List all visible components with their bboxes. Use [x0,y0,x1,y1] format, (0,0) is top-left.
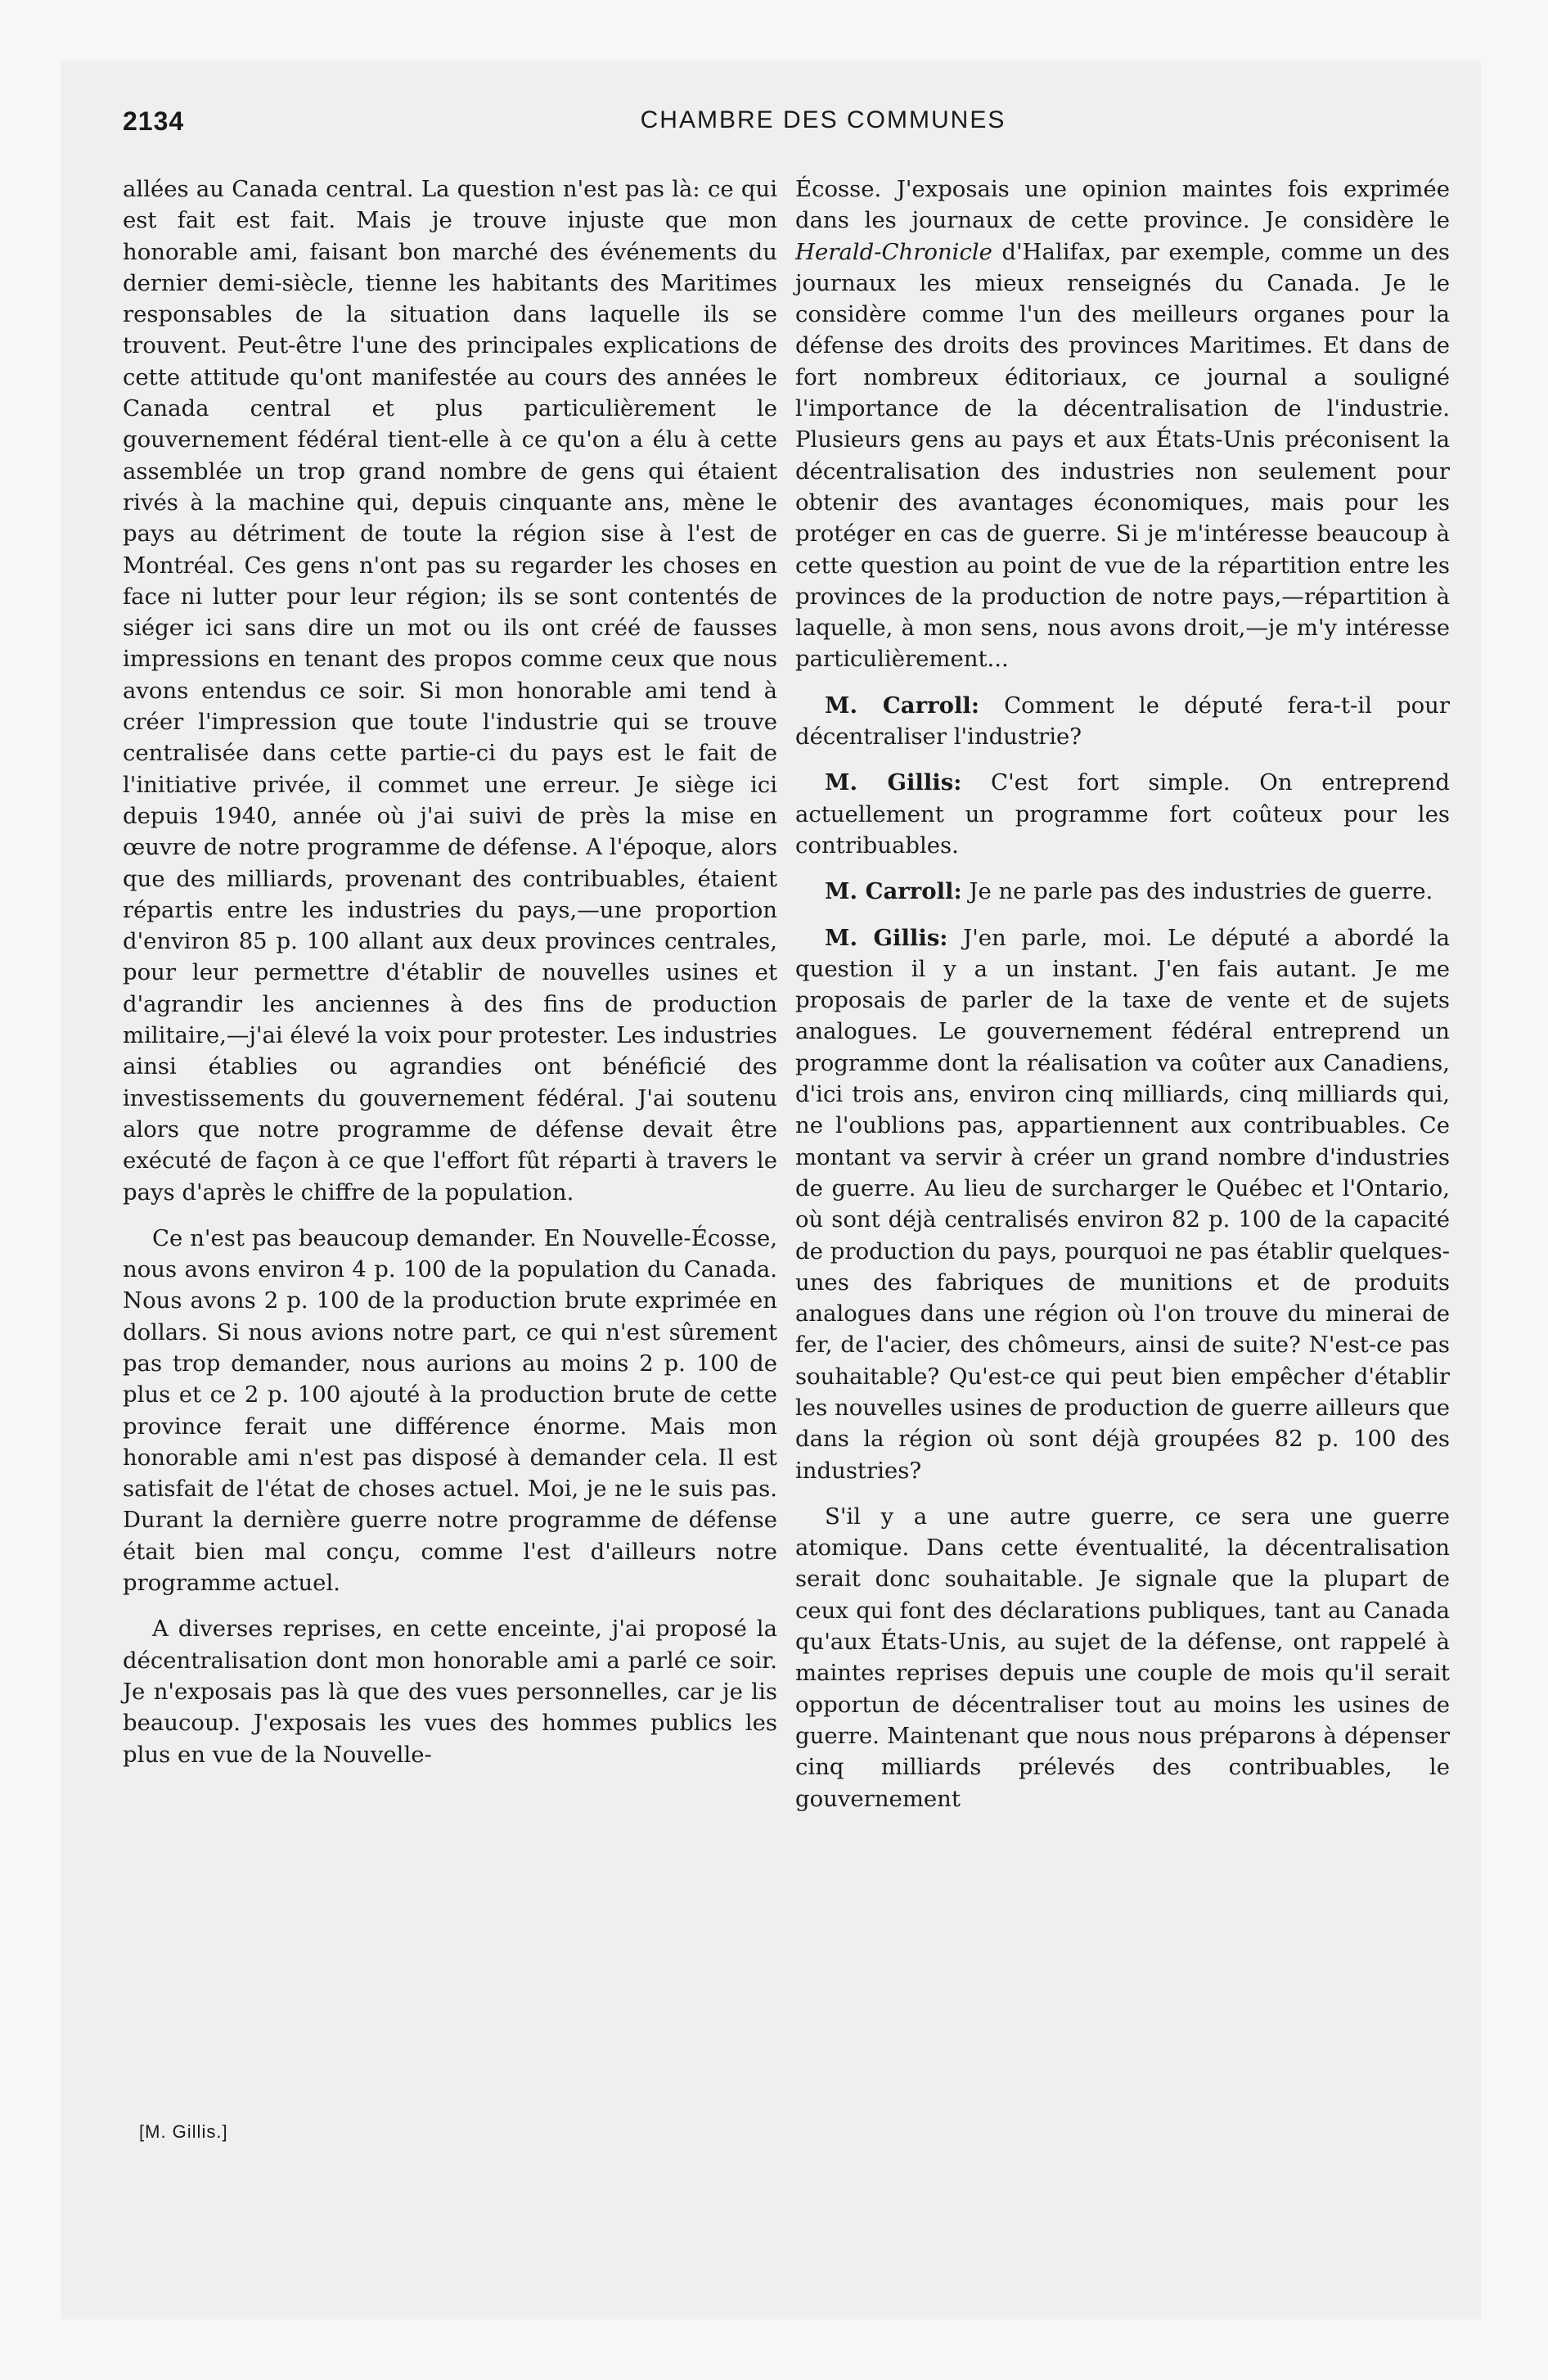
left-paragraph-1: allées au Canada central. La question n'est pas là: ce qui est fait est fait. Mais je trouve injuste que mon honorable ami, faisant bon marché des événements du dernier demi-siècle, tienne les habitants des Maritimes responsables de la situation dans laquelle ils se trouvent. Peut-être l'une des principales explications de cette attitude qu'ont manifestée au cours des années le Canada central et plus particulièrement le gouvernement fédéral tient-elle à ce qu'on a élu à cette assemblée un trop grand nombre de gens qui étaient rivés à la machine qui, depuis cinquante ans, mène le pays au détriment de toute la région sise à l'est de Montréal. Ces gens n'ont pas su regarder les choses en face ni lutter pour leur région; ils se sont contentés de siéger ici sans dire un mot ou ils ont créé de fausses impressions en tenant des propos comme ceux que nous avons entendus ce soir. Si mon honorable ami tend à créer l'impression que toute l'industrie qui se trouve centralisée dans cette partie-ci du pays est le fait de l'initiative privée, il commet une erreur. Je siège ici depuis 1940, année où j'ai suivi de près la mise en œuvre de notre programme de défense. A l'époque, alors que des milliards, provenant des contribuables, étaient répartis entre les industries du pays,—une proportion d'environ 85 p. 100 allant aux deux provinces centrales, pour leur permettre d'établir de nouvelles usines et d'agrandir les anciennes à des fins de production militaire,—j'ai élevé la voix pour protester. Les industries ainsi établies ou agrandies ont bénéficié des investissements du gouvernement fédéral. J'ai soutenu alors que notre programme de défense devait être exécuté de façon à ce que l'effort fût réparti à travers le pays d'après le chiffre de la population. [123,176,777,1206]
running-title: CHAMBRE DES COMMUNES [640,106,1006,133]
left-paragraph-3: A diverses reprises, en cette enceinte, j'ai proposé la décentralisation dont mon honorable ami a parlé ce soir. Je n'exposais pas là que des vues personnelles, car je lis beaucoup. J'exposais les vues des hommes publics les plus en vue de la Nouvelle- [123,1616,777,1768]
right-paragraph-last: S'il y a une autre guerre, ce sera une guerre atomique. Dans cette éventualité, la décentralisation serait donc souhaitable. Je signale que la plupart de ceux qui font des déclarations publiques, tant au Canada qu'aux États-Unis, au sujet de la défense, ont rappelé à maintes reprises depuis une couple de mois qu'il serait opportun de décentraliser tout au moins les usines de guerre. Maintenant que nous nous préparons à dépenser cinq milliards prélevés des contribuables, le gouvernement [795,1503,1450,1812]
left-paragraph-2: Ce n'est pas beaucoup demander. En Nouvelle-Écosse, nous avons environ 4 p. 100 de la population du Canada. Nous avons 2 p. 100 de la production brute exprimée en dollars. Si nous avions notre part, ce qui n'est sûrement pas trop demander, nous aurions au moins 2 p. 100 de plus et ce 2 p. 100 ajouté à la production brute de cette province ferait une différence énorme. Mais mon honorable ami n'est pas disposé à demander cela. Il est satisfait de l'état de choses actuel. Moi, je ne le suis pas. Durant la dernière guerre notre programme de défense était bien mal conçu, comme l'est d'ailleurs notre programme actuel. [123,1224,777,1597]
speech-gillis-2 [795,922,1450,1486]
speech-carroll-1 [795,690,1450,753]
speech-gillis-1 [795,767,1450,861]
speaker-label: M. Gillis: [825,769,962,796]
newspaper-title: Herald-Chronicle [795,238,992,265]
speech-text: J'en parle, moi. Le député a abordé la question il y a un instant. J'en fais autant. Je me proposais de parler de la taxe de vente et de sujets analogues. Le gouvernement fédéral entreprend un programme dont la réalisation va coûter aux Canadiens, d'ici trois ans, environ cinq milliards, cinq milliards qui, ne l'oublions pas, appartiennent aux contribuables. Ce montant va servir à créer un grand nombre d'industries de guerre. Au lieu de surcharger le Québec et l'Ontario, où sont déjà centralisés environ 82 p. 100 de la capacité de production du pays, pourquoi ne pas établir quelques-unes des fabriques de munitions et de produits analogues dans une région où l'on trouve du minerai de fer, de l'acier, des chômeurs, ainsi de suite? N'est-ce pas souhaitable? Qu'est-ce qui peut bien empêcher d'établir les nouvelles usines de production de guerre ailleurs que dans la région où sont déjà groupées 82 p. 100 des industries? [795,924,1450,1484]
speech-text: Je ne parle pas des industries de guerre. [961,878,1433,905]
speaker-label: M. Gillis: [825,924,948,951]
right-column [795,174,1450,1829]
speech-text: C'est fort simple. On entreprend actuellement un programme fort coûteux pour les contribuables. [795,769,1450,859]
speech-text: Comment le député fera-t-il pour décentraliser l'industrie? [795,692,1450,751]
speaker-label: M. Carroll: [825,692,979,719]
page-header [123,106,1465,147]
left-column [123,174,777,1785]
page-number: 2134 [123,106,185,136]
speaker-footnote: [M. Gillis.] [139,2121,228,2142]
right-p1-text-b: d'Halifax, par exemple, comme un des journaux les mieux renseignés du Canada. Je le considère comme l'un des meilleurs organes pour la défense des droits des provinces Maritimes. Et dans de fort nombreux éditoriaux, ce journal a souligné l'importance de la décentralisation de l'industrie. Plusieurs gens au pays et aux États-Unis préconisent la décentralisation des industries non seulement pour obtenir des avantages économiques, mais pour les protéger en cas de guerre. Si je m'intéresse beaucoup à cette question au point de vue de la répartition entre les provinces de la production de notre pays,—répartition à laquelle, à mon sens, nous avons droit,—je m'y intéresse particulièrement... [795,238,1450,673]
speaker-label: M. Carroll: [825,878,962,905]
right-p1-text-a: Écosse. J'exposais une opinion maintes fois exprimée dans les journaux de cette province. Je considère le [795,176,1450,234]
right-paragraph-1 [795,174,1450,675]
speech-carroll-2 [795,876,1450,907]
